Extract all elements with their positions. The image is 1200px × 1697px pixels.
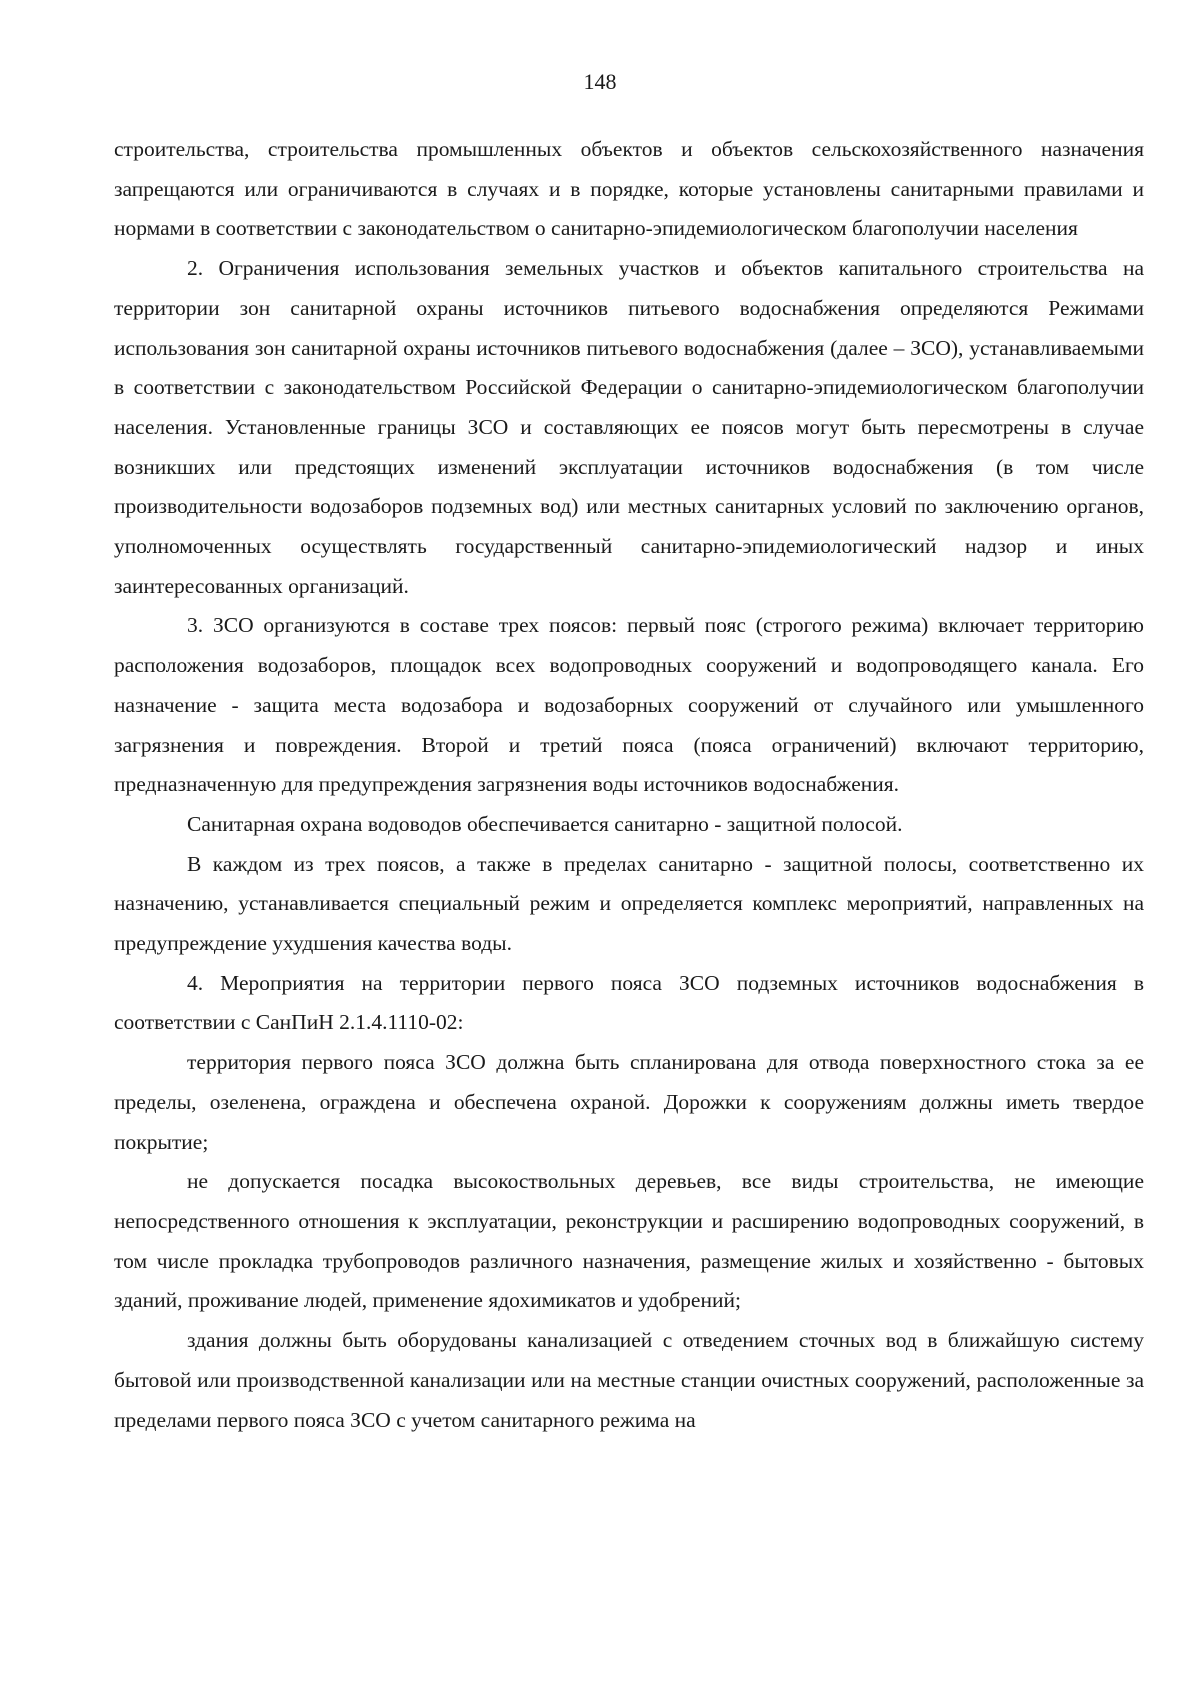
page-number: 148 bbox=[583, 69, 617, 94]
paragraph-item-3: 3. ЗСО организуются в составе трех поясов: первый пояс (строгого режима) включает территорию расположения водозаборов, площадок всех водопроводных сооружений и водопроводящего канала. Его назначение - защита места водозабора и водозаборных сооружений от случайного или умышленного загрязнения и повреждения. Второй и третий пояса (пояса ограничений) включают территорию, предназначенную для предупреждения загрязнения воды источников водоснабжения. bbox=[114, 613, 1144, 797]
paragraph-sewerage: здания должны быть оборудованы канализацией с отведением сточных вод в ближайшую систему бытовой или производственной канализации или на местные станции очистных сооружений, расположенные за пределами первого пояса ЗСО с учетом санитарного режима на bbox=[114, 1328, 1144, 1432]
paragraph-water-pipes: Санитарная охрана водоводов обеспечивается санитарно - защитной полосой. bbox=[187, 811, 903, 836]
paragraph-continuation: строительства, строительства промышленных объектов и объектов сельскохозяйственного назначения запрещаются или ограничиваются в случаях и в порядке, которые установлены санитарными правилами и нормами в соответствии с законодательством о санитарно-эпидемиологическом благополучии населения bbox=[114, 137, 1144, 241]
paragraph-item-4: 4. Мероприятия на территории первого пояса ЗСО подземных источников водоснабжения в соответствии с СанПиН 2.1.4.1110-02: bbox=[114, 970, 1144, 1035]
paragraph-item-2: 2. Ограничения использования земельных участков и объектов капитального строительства на территории зон санитарной охраны источников питьевого водоснабжения определяются Режимами использования зон санитарной охраны источников питьевого водоснабжения (далее – ЗСО), устанавливаемыми в соответствии с законодательством Российской Федерации о санитарно-эпидемиологическом благополучии населения. Установленные границы ЗСО и составляющих ее поясов могут быть пересмотрены в случае возникших или предстоящих изменений эксплуатации источников водоснабжения (в том числе производительности водозаборов подземных вод) или местных санитарных условий по заключению органов, уполномоченных осуществлять государственный санитарно-эпидемиологический надзор и иных заинтересованных организаций. bbox=[114, 256, 1144, 598]
paragraph-special-regime: В каждом из трех поясов, а также в пределах санитарно - защитной полосы, соответственно их назначению, устанавливается специальный режим и определяется комплекс мероприятий, направленных на предупреждение ухудшения качества воды. bbox=[114, 851, 1144, 956]
paragraph-restrictions: не допускается посадка высокоствольных деревьев, все виды строительства, не имеющие непосредственного отношения к эксплуатации, реконструкции и расширению водопроводных сооружений, в том числе прокладка трубопроводов различного назначения, размещение жилых и хозяйственно - бытовых зданий, проживание людей, применение ядохимикатов и удобрений; bbox=[114, 1169, 1144, 1313]
document-body bbox=[114, 130, 1144, 1440]
paragraph-territory-planning: территория первого пояса ЗСО должна быть спланирована для отвода поверхностного стока за ее пределы, озеленена, ограждена и обеспечена охраной. Дорожки к сооружениям должны иметь твердое покрытие; bbox=[114, 1050, 1144, 1154]
